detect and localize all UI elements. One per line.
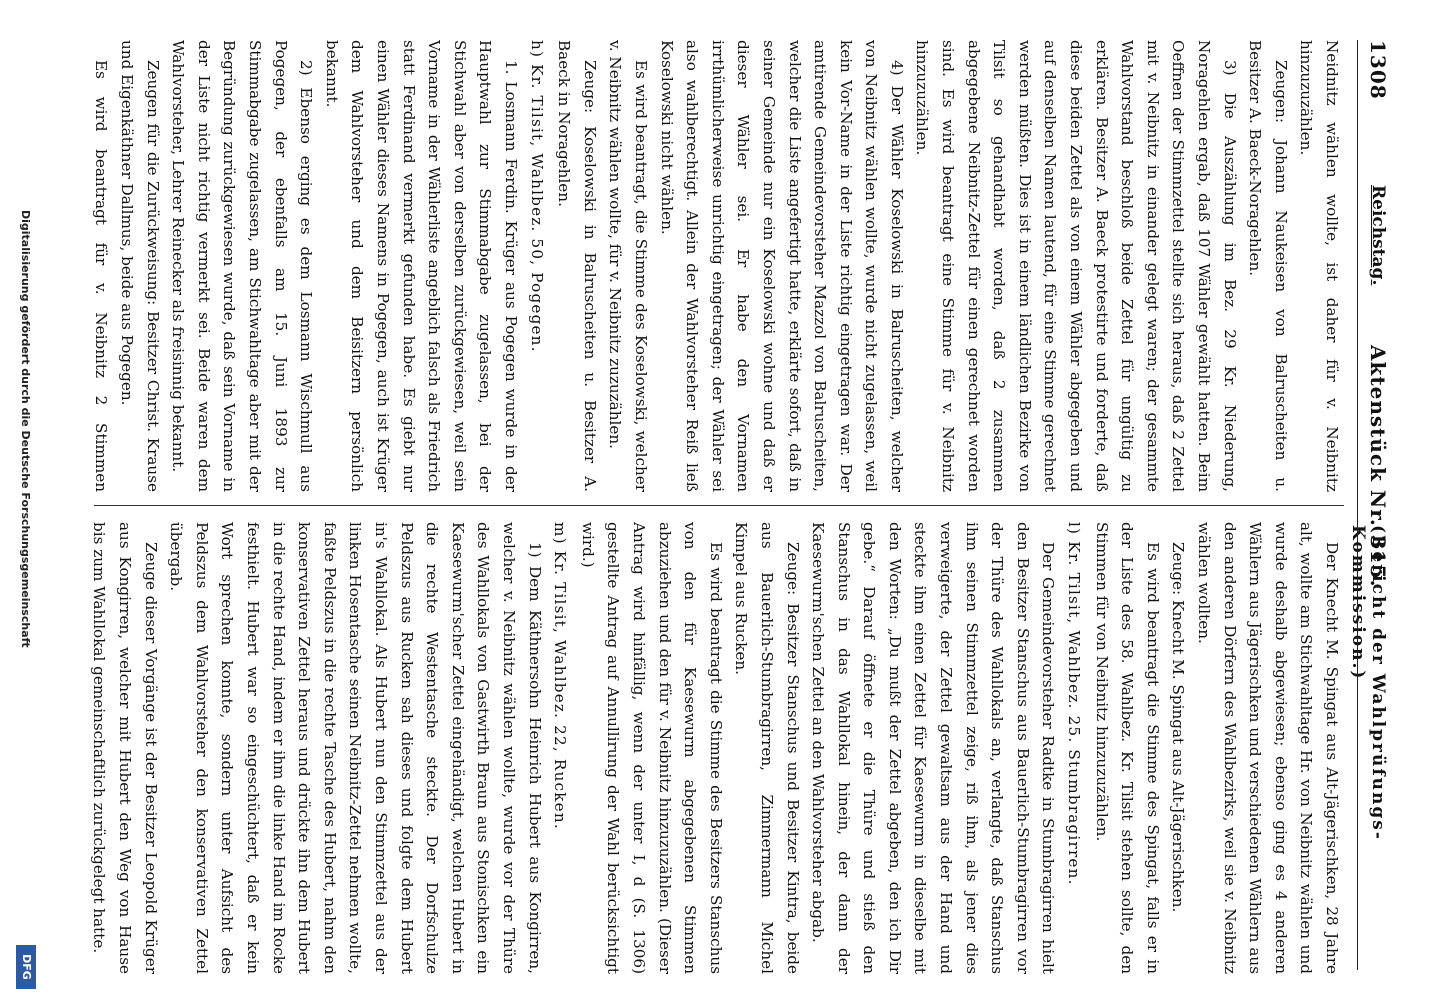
page-header [1348, 40, 1390, 970]
left-column [84, 40, 1344, 492]
body-name: Reichstag. [1368, 185, 1388, 286]
page-number: 1308 [1366, 40, 1390, 100]
right-column-paragraph: Der Gemeindevorsteher Radtke in Stumbragirren hielt den Besitzer Stanschus aus Bauerlich-Stumbragirren vor der Thüre des Wahllokals an, verlangte, daß Stanschus ihm seinen Stimmzettel zeige, riß ihm, als jener dies verweigerte, der Zettel gewaltsam aus der Hand und steckte ihm einen Zettel für Kaesewurm in dieselbe mit den Worten: „Du mußt der Zettel abgeben, den ich Dir gebe.“ Darauf öffnete er die Thüre und stieß den Stanschus in das Wahllokal hinein, der dann der Kaesewurm'schen Zettel an den Wahlvorsteher abgab. [809, 522, 1058, 974]
right-column-paragraph: Zeuge dieser Vorgänge ist der Besitzer Leopold Krüger aus Kongirren, welcher mit Hubert den Weg von Hause bis zum Wahllokal gemeinschaftlich zurückgelegt hatte. [90, 522, 160, 974]
left-column-paragraph: Es wird beantragt für v. Neibnitz 2 Stimmen [92, 60, 111, 492]
left-column-paragraph: 2) Ebenso erging es dem Losmann Wischmull aus Pogegen, der ebenfalls am 15. Juni 1893 zur Stimmabgabe zugelassen, am Stichwahltage aber mit der Begründung zurückgewiesen wurde, daß sein Vorname in der Liste nicht richtig vermerkt sei. Beide waren dem Wahlvorsteher, Lehrer Reinecker als freisinnig bekannt. [169, 40, 316, 492]
left-column-paragraph: 1. Losmann Ferdin. Krüger aus Pogegen wurde in der Hauptwahl zur Stimmabgabe zugelassen, bei der Stichwahl aber von derselben zurückgewiesen, weil sein Vorname in der Wählerliste angeblich falsch als Friedrich statt Ferdinand vermerkt gefunden habe. Es giebt nur einen Wähler dieses Namens in Pogegen, auch ist Krüger dem Wahlvorsteher und dem Beisitzern persönlich bekannt. [322, 40, 520, 492]
column-separator [94, 505, 1344, 506]
left-column-paragraph: Es wird beantragt, die Stimme des Koselowski, welcher v. Neibnitz wählen wollte, für v. Neibnitz zuzuzählen. [606, 40, 650, 492]
document-title: (Bericht der Wahlprüfungs-Kommission.) [1348, 525, 1388, 841]
document-number: Aktenstück Nr. 315. [1366, 345, 1390, 588]
right-column-paragraph [84, 522, 86, 974]
left-column-paragraph: Zeugen: Johann Naukeisen von Balruscheiten u. Besitzer A. Baeck-Noragehlen. [1246, 40, 1290, 492]
left-column-paragraph: 3) Die Auszählung im Bez. 29 Kr. Niederung, Noragehlen ergab, daß 107 Wähler gewählt hatten. Beim Oeffnen der Stimmzettel stellte sich heraus, daß 2 Zettel mit v. Neibnitz in einander gelegt waren; der gesammte Wahlvorstand beschloß beide Zettel für ungültig zu erklären. Besitzer A. Baeck protestirte und forderte, daß diese beiden Zettel als von einem Wähler abgegeben und auf denselben Namen lautend, für eine Stimme gerechnet werden müßten. Dies ist in einem ländlichen Bezirke von Tilsit so gehandhabt worden, daß 2 zusammen abgegebene Neibnitz-Zettel für einen gerechnet worden sind. Es wird beantragt eine Stimme für v. Neibnitz hinzuzuzählen. [913, 40, 1239, 492]
right-column-paragraph: 1) Dem Käthnersohn Heinrich Hubert aus Kongirren, welcher v. Neibnitz wählen wollte, wurde vor der Thüre des Wahllokals von Gastwirth Braun aus Stonischken ein Kaesewurm'scher Zettel eingehändigt, welchen Hubert in die rechte Westentasche steckte. Der Dorfschulze Peldszus aus Rucken sah dieses und folgte dem Hubert in's Wahllokal. Als Hubert nun den Stimmzettel aus der linken Hosentasche seinen Neibnitz-Zettel nehmen wollte, faßte Peldszus in die rechte Tasche des Hubert, nahm den konservativen Zettel heraus und drückte ihn dem Hubert in die rechte Hand, indem er ihm die linke Hand im Rocke festhielt. Hubert war so eingeschüchtert, daß er kein Wort sprechen konnte, sondern unter Aufsicht des Peldszus dem Wahlvorsteher den konservativen Zettel übergab. [167, 522, 544, 974]
right-column [84, 522, 1344, 974]
left-column-paragraph: Zeugen für die Zurückweisung: Besitzer Christ. Krause und Eigenkäthner Dallmus, beide aus Pogegen. [118, 40, 162, 492]
right-column-paragraph: Der Knecht M. Spingat aus Alt-Jägerischken, 28 Jahre alt, wollte am Stichwahltage Hr. von Neibnitz wählen und wurde deshalb abgewiesen; ebenso ging es 4 anderen Wählern aus Jägerischken und verschiedenen Wählern aus den anderen Dörfern des Wahlbezirks, weil sie v. Neibnitz wählen wollten. [1195, 522, 1341, 974]
right-column-paragraph: Zeuge: Besitzer Stanschus und Besitzer Kintra, beide aus Bauerlich-Stumbragirren, Zimmermann Michel Kimpel aus Rucken. [732, 522, 802, 974]
right-column-paragraph: Es wird beantragt die Stimme des Spingat, falls er in der Liste des 58. Wahlbez. Kr. Tilsit stehen sollte, den Stimmen für von Neibnitz hinzuzuzählen. [1092, 522, 1162, 974]
dfg-logo: DFG [16, 945, 36, 989]
right-column-section-heading: m) Kr. Tilsit, Wahlbez. 22, Rucken. [551, 522, 570, 830]
header-rule [1357, 40, 1358, 970]
left-column-paragraph: Neidnitz wählen wollte, ist daher für v. Neibnitz hinzuzuzählen. [1297, 40, 1341, 492]
left-column-paragraph: Zeuge: Koselowski in Balruscheiten u. Besitzer A. Baeck in Noragehlen. [555, 40, 599, 492]
left-column-paragraph: 4) Der Wähler Koselowski in Balruscheiten, welcher von Neibnitz wählen wollte, wurde nicht zugelassen, weil kein Vor-Name in der Liste richtig eingetragen war. Der amtirende Gemeindevorsteher Mazzol von Balruscheiten, welcher die Liste angefertigt hatte, erklärte sofort, daß in seiner Gemeinde nur ein Koselowski wohne und daß er dieser Wähler sei. Er habe den Vornamen irrthümlicherweise unrichtig eingetragen; der Wähler sei also wahlberechtigt. Allein der Wahlvorsteher Reiß ließ Koselowski nicht wählen. [657, 40, 906, 492]
right-column-paragraph: Zeuge: Knecht M. Spingat aus Alt-Jägerischken. [1169, 542, 1188, 913]
left-column-section-heading: h) Kr. Tilsit, Wahlbez. 50, Pogegen. [527, 40, 546, 353]
right-column-section-heading: l) Kr. Tilsit, Wahlbez. 25. Stumbragirren. [1065, 522, 1084, 886]
right-column-paragraph: Es wird beantragt die Stimme des Besitzers Stanschus von den für Kaesewurm abgegebenen Stimmen abzuziehen und den für v. Neibnitz hinzuzuzählen. (Dieser Antrag wird hinfällig, wenn der unter I, d (S. 1306) gestellte Antrag auf Annullirung der Wahl berücksichtigt wird.) [578, 522, 725, 974]
digitisation-note: Digitalisierung gefördert durch die Deutsche Forschungsgemeinschaft [19, 210, 32, 648]
